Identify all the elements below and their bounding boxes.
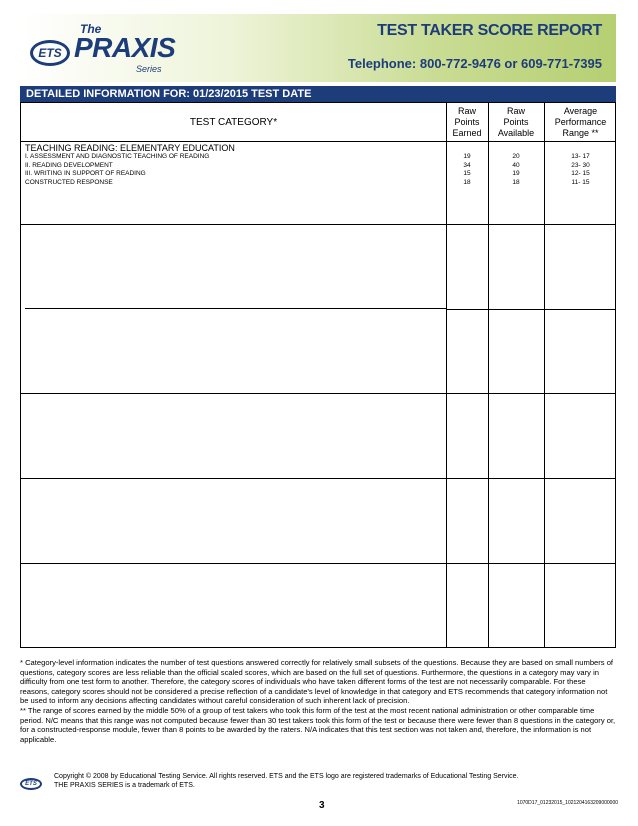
phone-number: Telephone: 800-772-9476 or 609-771-7395 bbox=[347, 56, 602, 71]
header-range-line: Performance bbox=[554, 116, 607, 127]
ets-footer-icon: ETS bbox=[20, 778, 42, 790]
available-value: 19 bbox=[512, 170, 520, 178]
available-value: 20 bbox=[512, 153, 520, 160]
header-divider bbox=[21, 141, 615, 142]
table-row: III. WRITING IN SUPPORT OF READING bbox=[25, 170, 146, 178]
range-column bbox=[544, 153, 617, 187]
header-earned-line: Earned bbox=[452, 127, 482, 138]
header-raw-available bbox=[488, 103, 544, 141]
table-row: II. READING DEVELOPMENT bbox=[25, 161, 113, 169]
header-raw-earned bbox=[446, 103, 488, 141]
copyright-line: Copyright © 2008 by Educational Testing Service. All rights reserved. ETS and the ETS logo are registered trademarks of Educational Testing Service. bbox=[54, 773, 519, 780]
logo-praxis: PRAXIS bbox=[74, 32, 176, 63]
header-available-line: Available bbox=[497, 127, 535, 138]
block-divider bbox=[21, 393, 615, 394]
document-code: 1070D17_01232015_1021204163209000000 bbox=[517, 800, 618, 806]
header-available-line: Raw bbox=[506, 105, 525, 116]
logo-the: The bbox=[80, 22, 102, 36]
header-performance-range bbox=[544, 103, 617, 141]
score-table bbox=[20, 102, 616, 648]
praxis-logo bbox=[26, 18, 196, 78]
logo-series: Series bbox=[136, 64, 162, 74]
available-value: 40 bbox=[512, 161, 520, 169]
range-value: 11- 15 bbox=[571, 178, 590, 186]
category-list bbox=[25, 153, 209, 187]
header-earned-line: Points bbox=[454, 116, 480, 127]
header-test-category-label: TEST CATEGORY* bbox=[189, 116, 278, 128]
header-range-line: Average bbox=[563, 105, 598, 116]
block-divider bbox=[21, 478, 615, 479]
report-header bbox=[20, 14, 616, 82]
copyright bbox=[54, 772, 518, 790]
report-title: TEST TAKER SCORE REPORT bbox=[377, 22, 602, 39]
header-available-line: Points bbox=[503, 116, 529, 127]
header-range-line: Range ** bbox=[562, 127, 599, 138]
header-earned-line: Raw bbox=[457, 105, 476, 116]
available-value: 18 bbox=[512, 178, 520, 186]
ets-logo-icon: ETS bbox=[30, 40, 70, 66]
copyright-line: THE PRAXIS SERIES is a trademark of ETS. bbox=[54, 782, 195, 789]
available-column bbox=[488, 153, 544, 187]
block-divider bbox=[21, 224, 615, 225]
range-value: 13- 17 bbox=[571, 153, 590, 160]
block-divider bbox=[25, 308, 446, 309]
earned-value: 19 bbox=[463, 153, 471, 160]
table-row: I. ASSESSMENT AND DIAGNOSTIC TEACHING OF READING bbox=[25, 153, 210, 160]
header-test-category bbox=[21, 103, 446, 141]
earned-value: 34 bbox=[463, 161, 471, 169]
footnote-range: ** The range of scores earned by the middle 50% of a group of test takers who took this form of the test at the most recent national administration or other comparable time period. N/C means that this range was not computed because fewer than 30 test takers took this form of the test or because there were fewer than 8 questions in the category or, for a constructed-response module, fewer than 8 points to be awarded by the raters. N/A indicates that this test section was not taken and, therefore, the information is not applicable. bbox=[20, 705, 616, 744]
block-divider bbox=[21, 563, 615, 564]
earned-column bbox=[446, 153, 488, 187]
footnotes bbox=[20, 658, 616, 744]
earned-value: 18 bbox=[463, 178, 471, 186]
range-value: 23- 30 bbox=[571, 161, 590, 169]
footnote-category: * Category-level information indicates the number of test questions answered correctly for relatively small subsets of the questions. Because they are based on small numbers of questions, category scores are less reliable than the official scaled scores, which are based on the full set of questions. Furthermore, the questions in a category may vary in difficulty from one test form to another. Therefore, the category scores of individuals who have taken different forms of the test are not necessarily comparable. For these reasons, category scores should not be considered a precise reflection of a candidate's level of knowledge in that category and ETS recommends that category information not be used to inform any decisions affecting candidates without careful consideration of such inherent lack of precision. bbox=[20, 658, 614, 706]
range-value: 12- 15 bbox=[571, 170, 590, 178]
page-number: 3 bbox=[319, 800, 325, 811]
section-title: TEACHING READING: ELEMENTARY EDUCATION bbox=[25, 143, 235, 153]
detail-bar: DETAILED INFORMATION FOR: 01/23/2015 TEST DATE bbox=[20, 86, 616, 102]
block-divider bbox=[446, 309, 615, 310]
earned-value: 15 bbox=[463, 170, 471, 178]
table-row: CONSTRUCTED RESPONSE bbox=[25, 178, 113, 186]
